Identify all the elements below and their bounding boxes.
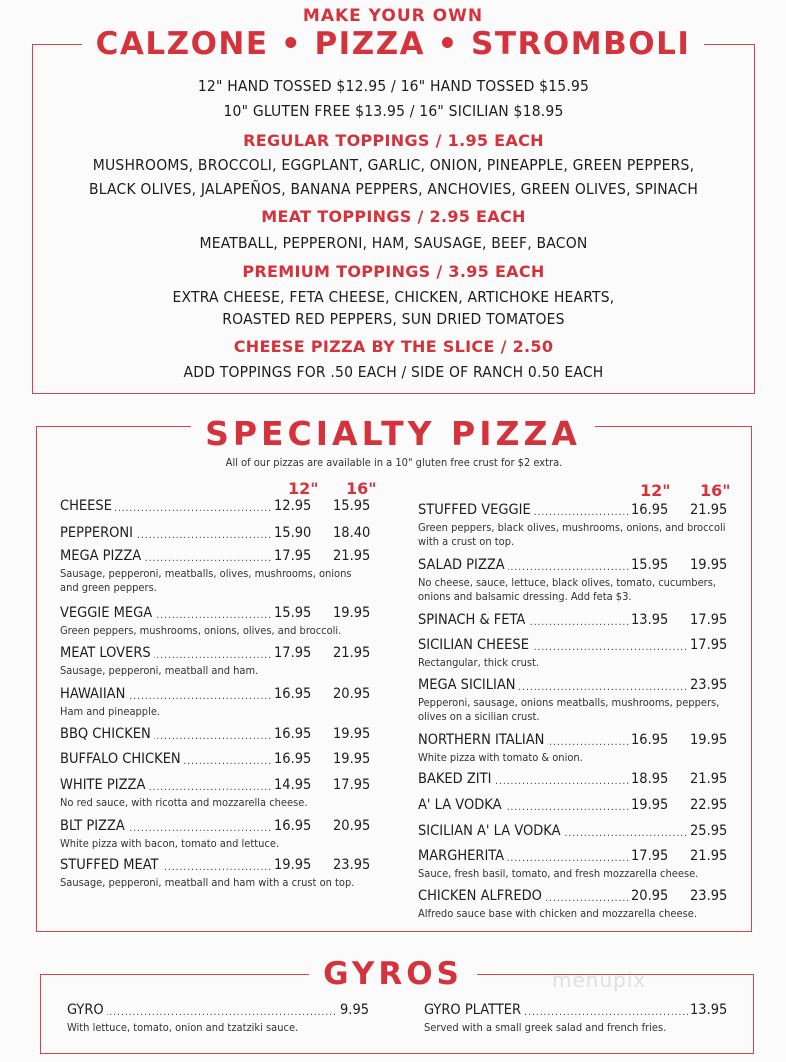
price-16: 17.95 [690, 612, 728, 628]
menu-item-description: Sauce, fresh basil, tomato, and fresh mozzarella cheese. [418, 867, 699, 880]
menu-item-name: BBQ CHICKEN [60, 726, 154, 742]
menu-item-name: SPINACH & FETA [418, 612, 528, 628]
menu-item-name: BLT PIZZA [60, 818, 128, 834]
price-12: 13.95 [631, 612, 669, 628]
price-16: 19.95 [333, 751, 371, 767]
price-12: 15.90 [274, 525, 312, 541]
gyros-title: GYROS [309, 956, 477, 992]
menu-item-description: No cheese, sauce, lettuce, black olives, tomato, cucumbers, onions and balsamic dressing. Add feta $3. [418, 576, 717, 603]
main-title: CALZONE • PIZZA • STROMBOLI [82, 26, 705, 62]
price-16: 17.95 [690, 637, 728, 653]
price-16: 18.40 [333, 525, 371, 541]
sizes-line-2: 10" GLUTEN FREE $13.95 / 16" SICILIAN $18.95 [223, 102, 564, 120]
price-16: 23.95 [690, 677, 728, 693]
menu-item-name: MEAT LOVERS [60, 645, 154, 661]
menu-item-name: STUFFED MEAT [60, 857, 162, 873]
size-header-12: 12" [288, 479, 319, 498]
price-16: 22.95 [690, 797, 728, 813]
menu-item-description: Pepperoni, sausage, onions meatballs, mushrooms, peppers, olives on a sicilian crust. [418, 696, 720, 723]
price-16: 23.95 [690, 888, 728, 904]
menu-item-description: Green peppers, mushrooms, onions, olives, and broccoli. [60, 624, 342, 637]
regular-toppings-line-2: BLACK OLIVES, JALAPEÑOS, BANANA PEPPERS, ANCHOVIES, GREEN OLIVES, SPINACH [88, 180, 699, 198]
price-16: 21.95 [690, 848, 728, 864]
menu-item [60, 726, 389, 745]
menu-item-name: SALAD PIZZA [418, 557, 508, 573]
menu-item-name: HAWAIIAN [60, 686, 128, 702]
menu-item [418, 502, 746, 549]
meat-toppings-heading: MEAT TOPPINGS / 2.95 EACH [261, 207, 526, 226]
price-12: 16.95 [631, 732, 669, 748]
gyro-item-description: With lettuce, tomato, onion and tzatziki sauce. [67, 1021, 299, 1034]
menu-item [418, 848, 746, 881]
menu-item-description: White pizza with tomato & onion. [418, 751, 583, 764]
menu-item-description: Sausage, pepperoni, meatball and ham with a crust on top. [60, 876, 355, 889]
gyro-item-name: GYRO PLATTER [424, 1002, 524, 1018]
price-12: 15.95 [274, 605, 312, 621]
menu-item [60, 605, 389, 638]
price-12: 12.95 [274, 498, 312, 514]
regular-toppings-heading: REGULAR TOPPINGS / 1.95 EACH [243, 131, 544, 150]
price-12: 15.95 [631, 557, 669, 573]
price-16: 17.95 [333, 777, 371, 793]
sizes-line-1: 12" HAND TOSSED $12.95 / 16" HAND TOSSED $15.95 [197, 77, 590, 95]
menu-item [60, 548, 389, 595]
menu-item [60, 751, 389, 770]
menu-item-name: MARGHERITA [418, 848, 507, 864]
gluten-free-note: All of our pizzas are available in a 10" gluten free crust for $2 extra. [225, 456, 563, 469]
menu-item-description: Ham and pineapple. [60, 705, 161, 718]
price-16: 21.95 [690, 502, 728, 518]
make-your-own-label: MAKE YOUR OWN [302, 6, 484, 26]
price-12: 16.95 [274, 751, 312, 767]
gyro-item [424, 1002, 732, 1035]
menu-item [418, 823, 746, 842]
menu-item-name: SICILIAN CHEESE [418, 637, 532, 653]
specialty-pizza-title: SPECIALTY PIZZA [191, 414, 595, 453]
price-16: 21.95 [690, 771, 728, 787]
menu-item-description: Sausage, pepperoni, meatballs, olives, mushrooms, onions and green peppers. [60, 567, 352, 594]
menu-item-description: White pizza with bacon, tomato and lettuce. [60, 837, 280, 850]
price-16: 23.95 [333, 857, 371, 873]
menu-item-name: SICILIAN A' LA VODKA [418, 823, 564, 839]
price-16: 19.95 [333, 605, 371, 621]
price-12: 14.95 [274, 777, 312, 793]
gyro-item-price: 9.95 [340, 1002, 370, 1018]
gyro-item [67, 1002, 382, 1035]
menu-item [60, 777, 389, 810]
menu-item [418, 797, 746, 816]
price-16: 15.95 [333, 498, 371, 514]
menu-item [418, 771, 746, 790]
regular-toppings-line-1: MUSHROOMS, BROCCOLI, EGGPLANT, GARLIC, ONION, PINEAPPLE, GREEN PEPPERS, [92, 156, 695, 174]
menu-item [418, 888, 746, 921]
menu-item-name: BUFFALO CHICKEN [60, 751, 184, 767]
menu-item [418, 637, 746, 670]
menu-item-description: Sausage, pepperoni, meatball and ham. [60, 664, 259, 677]
menu-item [418, 612, 746, 631]
price-12: 16.95 [274, 686, 312, 702]
gyro-item-name: GYRO [67, 1002, 107, 1018]
leader-dots [67, 1007, 338, 1018]
menu-item [60, 686, 389, 719]
menu-item-name: MEGA PIZZA [60, 548, 144, 564]
slice-line: ADD TOPPINGS FOR .50 EACH / SIDE OF RANCH 0.50 EACH [183, 363, 604, 381]
price-12: 17.95 [631, 848, 669, 864]
price-16: 21.95 [333, 548, 371, 564]
menu-item [60, 857, 389, 890]
price-16: 25.95 [690, 823, 728, 839]
price-16: 19.95 [690, 732, 728, 748]
price-16: 20.95 [333, 686, 371, 702]
menu-item-name: PEPPERONI [60, 525, 136, 541]
menu-item-name: CHEESE [60, 498, 115, 514]
menu-item [418, 732, 746, 765]
menu-item-name: BAKED ZITI [418, 771, 494, 787]
menu-item [60, 645, 389, 678]
menu-item-name: MEGA SICILIAN [418, 677, 519, 693]
price-12: 17.95 [274, 645, 312, 661]
menu-item-name: STUFFED VEGGIE [418, 502, 534, 518]
menu-item-name: WHITE PIZZA [60, 777, 148, 793]
slice-heading: CHEESE PIZZA BY THE SLICE / 2.50 [233, 337, 554, 356]
size-header-12-right: 12" [640, 481, 671, 500]
price-12: 16.95 [274, 818, 312, 834]
menu-item [60, 498, 389, 517]
premium-toppings-heading: PREMIUM TOPPINGS / 3.95 EACH [242, 262, 545, 281]
size-header-16-right: 16" [700, 481, 731, 500]
menu-item [60, 818, 389, 851]
menu-item-description: Alfredo sauce base with chicken and mozzarella cheese. [418, 907, 698, 920]
menu-item-description: No red sauce, with ricotta and mozzarella cheese. [60, 796, 308, 809]
price-12: 20.95 [631, 888, 669, 904]
menu-item-name: VEGGIE MEGA [60, 605, 155, 621]
gyro-item-description: Served with a small greek salad and french fries. [424, 1021, 667, 1034]
menu-item [60, 525, 389, 544]
menu-item-name: A' LA VODKA [418, 797, 505, 813]
gyro-item-price: 13.95 [690, 1002, 728, 1018]
price-12: 17.95 [274, 548, 312, 564]
menu-item-description: Green peppers, black olives, mushrooms, onions, and broccoli with a crust on top. [418, 521, 726, 548]
menu-item [418, 677, 746, 724]
menu-item-name: NORTHERN ITALIAN [418, 732, 547, 748]
price-12: 19.95 [631, 797, 669, 813]
menu-item-name: CHICKEN ALFREDO [418, 888, 545, 904]
price-16: 20.95 [333, 818, 371, 834]
premium-toppings-line-2: ROASTED RED PEPPERS, SUN DRIED TOMATOES [222, 310, 565, 328]
meat-toppings-line: MEATBALL, PEPPERONI, HAM, SAUSAGE, BEEF, BACON [199, 234, 588, 252]
menu-item-description: Rectangular, thick crust. [418, 656, 540, 669]
price-16: 21.95 [333, 645, 371, 661]
price-12: 19.95 [274, 857, 312, 873]
price-16: 19.95 [333, 726, 371, 742]
size-header-16: 16" [346, 479, 377, 498]
menu-item [418, 557, 746, 604]
price-12: 16.95 [631, 502, 669, 518]
price-16: 19.95 [690, 557, 728, 573]
price-12: 18.95 [631, 771, 669, 787]
menupix-watermark: menupix [552, 968, 647, 992]
premium-toppings-line-1: EXTRA CHEESE, FETA CHEESE, CHICKEN, ARTICHOKE HEARTS, [172, 288, 615, 306]
price-12: 16.95 [274, 726, 312, 742]
